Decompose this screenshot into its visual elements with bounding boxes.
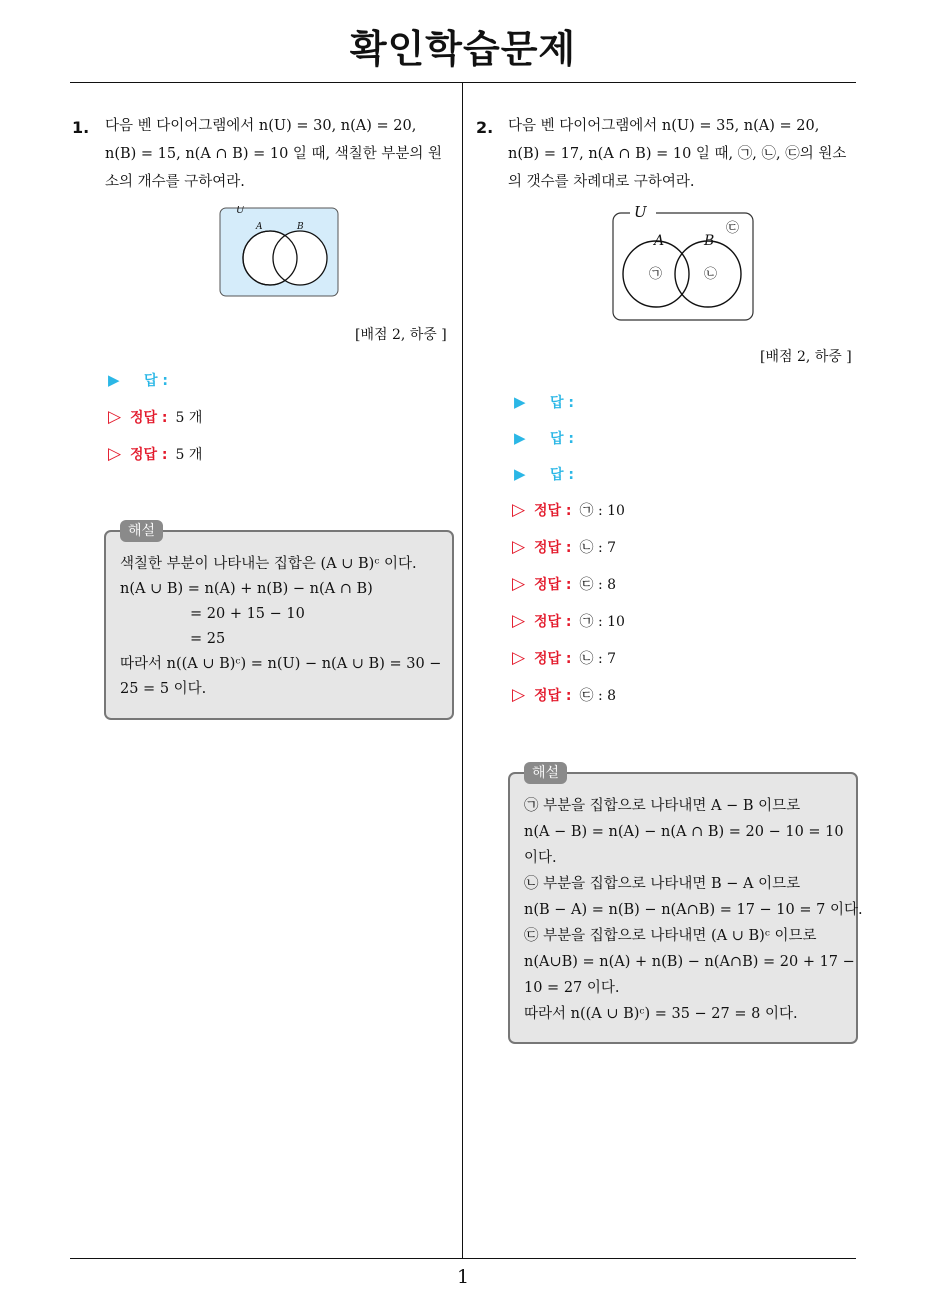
red-outline-triangle-icon: ▷: [512, 648, 526, 668]
explanation-line: 10 = 27 이다.: [524, 980, 620, 996]
blue-triangle-icon: ▶: [108, 371, 120, 389]
red-outline-triangle-icon: ▷: [512, 611, 526, 631]
explanation-line: ㉢ 부분을 집합으로 나타내면 (A ∪ B)ᶜ 이므로: [524, 928, 817, 944]
q1-correct-answer-row: [108, 443, 202, 465]
blue-triangle-icon: ▶: [514, 429, 526, 447]
q2-correct-answer-row: [512, 536, 616, 558]
region-1-label: ㉠: [649, 267, 663, 282]
header-rule: [70, 82, 856, 83]
venn-diagram-1: [218, 206, 342, 300]
red-outline-triangle-icon: ▷: [512, 574, 526, 594]
q2-answer-row: [514, 463, 582, 485]
correct-answer-value: ㉢ : 8: [579, 577, 617, 593]
question-2-number: 2.: [476, 118, 494, 137]
answer-label: 답 :: [550, 467, 574, 483]
footer-rule: [70, 1258, 856, 1259]
explanation-line: n(A∪B) = n(A) + n(B) − n(A∩B) = 20 + 17 −: [524, 954, 855, 970]
explanation-line: 이다.: [524, 850, 557, 866]
correct-answer-label: 정답 :: [130, 447, 168, 463]
explanation-line: 색칠한 부분이 나타내는 집합은 (A ∪ B)ᶜ 이다.: [120, 556, 417, 572]
correct-answer-value: 5 개: [175, 410, 203, 426]
explanation-line: ㉠ 부분을 집합으로 나타내면 A − B 이므로: [524, 798, 801, 814]
set-b-circle-fill: [273, 231, 327, 285]
venn-2-a-label: A: [654, 233, 665, 249]
explanation-line: 따라서 n((A ∪ B)ᶜ) = 35 − 27 = 8 이다.: [524, 1006, 798, 1022]
correct-answer-label: 정답 :: [534, 688, 572, 704]
q2-correct-answer-row: [512, 499, 625, 521]
answer-label: 답 :: [550, 395, 574, 411]
question-2-line: 다음 벤 다이어그램에서 n(U) = 35, n(A) = 20,: [508, 118, 820, 134]
venn-1-b-label: B: [297, 222, 304, 232]
q2-explanation-box: [508, 772, 863, 1044]
question-2-line: 의 갯수를 차례대로 구하여라.: [508, 174, 695, 190]
correct-answer-value: ㉡ : 7: [579, 651, 617, 667]
region-2-label: ㉡: [704, 267, 718, 282]
correct-answer-label: 정답 :: [534, 577, 572, 593]
explanation-line: n(A ∪ B) = n(A) + n(B) − n(A ∩ B): [120, 581, 373, 597]
correct-answer-value: ㉢ : 8: [579, 688, 617, 704]
q1-explanation-tag: 해설: [120, 520, 163, 542]
page-title: 확인학습문제: [349, 27, 577, 71]
q2-answer-row: [514, 391, 582, 413]
correct-answer-label: 정답 :: [534, 503, 572, 519]
explanation-line: = 25: [190, 631, 226, 647]
question-1-line: 소의 개수를 구하여라.: [105, 174, 245, 190]
q2-answer-row: [514, 427, 582, 449]
red-outline-triangle-icon: ▷: [108, 407, 122, 427]
correct-answer-label: 정답 :: [534, 651, 572, 667]
question-1-text: [105, 112, 455, 196]
question-2-text: [508, 112, 858, 196]
correct-answer-label: 정답 :: [534, 614, 572, 630]
question-1-line: 다음 벤 다이어그램에서 n(U) = 30, n(A) = 20,: [105, 118, 417, 134]
venn-1-a-label: A: [256, 222, 263, 232]
q2-explanation-tag: 해설: [524, 762, 567, 784]
venn-1-u-label: U: [236, 206, 245, 216]
correct-answer-label: 정답 :: [534, 540, 572, 556]
blue-triangle-icon: ▶: [514, 393, 526, 411]
explanation-line: n(A − B) = n(A) − n(A ∩ B) = 20 − 10 = 10: [524, 824, 844, 840]
page-number: 1: [456, 1266, 470, 1288]
q1-answer-row: [108, 369, 176, 391]
column-divider: [462, 83, 463, 1258]
question-1-line: n(B) = 15, n(A ∩ B) = 10 일 때, 색칠한 부분의 원: [105, 146, 443, 162]
q1-explanation-box: [104, 530, 454, 720]
q2-correct-answer-row: [512, 647, 616, 669]
q2-correct-answer-row: [512, 610, 625, 632]
correct-answer-value: ㉠ : 10: [579, 614, 625, 630]
explanation-line: 따라서 n((A ∪ B)ᶜ) = n(U) − n(A ∪ B) = 30 −: [120, 656, 442, 672]
question-1-score: [배점 2, 하중 ]: [355, 327, 447, 343]
red-outline-triangle-icon: ▷: [512, 685, 526, 705]
correct-answer-label: 정답 :: [130, 410, 168, 426]
venn-2-u-label: U: [634, 203, 647, 221]
answer-label: 답 :: [550, 431, 574, 447]
red-outline-triangle-icon: ▷: [512, 537, 526, 557]
q2-correct-answer-row: [512, 684, 616, 706]
explanation-line: ㉡ 부분을 집합으로 나타내면 B − A 이므로: [524, 876, 801, 892]
red-outline-triangle-icon: ▷: [108, 444, 122, 464]
answer-label: 답 :: [144, 373, 168, 389]
explanation-line: 25 = 5 이다.: [120, 681, 207, 697]
red-outline-triangle-icon: ▷: [512, 500, 526, 520]
explanation-line: n(B − A) = n(B) − n(A∩B) = 17 − 10 = 7 이다.: [524, 902, 863, 918]
question-2-line: n(B) = 17, n(A ∩ B) = 10 일 때, ㉠, ㉡, ㉢의 원소: [508, 146, 847, 162]
q2-correct-answer-row: [512, 573, 616, 595]
correct-answer-value: 5 개: [175, 447, 203, 463]
q1-correct-answer-row: [108, 406, 202, 428]
explanation-line: = 20 + 15 − 10: [190, 606, 305, 622]
venn-2-b-label: B: [704, 233, 715, 249]
question-1-number: 1.: [72, 118, 90, 137]
region-3-label: ㉢: [726, 221, 740, 236]
correct-answer-value: ㉠ : 10: [579, 503, 625, 519]
venn-diagram-2: [610, 200, 756, 324]
blue-triangle-icon: ▶: [514, 465, 526, 483]
correct-answer-value: ㉡ : 7: [579, 540, 617, 556]
question-2-score: [배점 2, 하중 ]: [760, 349, 852, 365]
